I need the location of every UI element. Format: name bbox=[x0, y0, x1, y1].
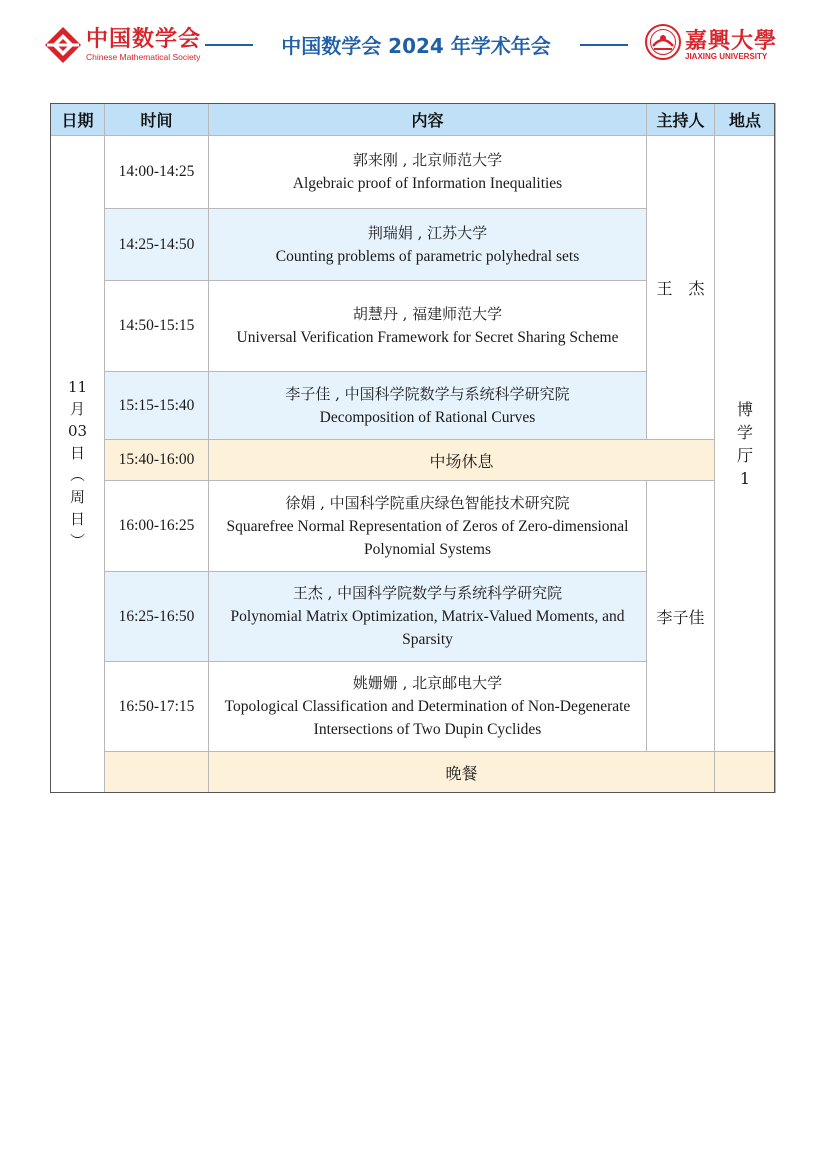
talk-speaker: 王杰 , 中国科学院数学与系统科学研究院 bbox=[292, 584, 563, 602]
dinner-label: 晚餐 bbox=[209, 752, 715, 793]
cms-emblem-icon bbox=[44, 26, 82, 64]
date-char: 03 bbox=[67, 422, 88, 440]
talk-speaker: 徐娟 , 中国科学院重庆绿色智能技术研究院 bbox=[285, 493, 570, 512]
header-time: 时间 bbox=[105, 104, 209, 136]
talk-cell bbox=[209, 281, 647, 372]
talk-title: Squarefree Normal Representation of Zeros of Zero-dimensional Polynomial Systems bbox=[226, 517, 629, 558]
date-char: 日 bbox=[69, 510, 85, 528]
talk-cell bbox=[209, 372, 647, 440]
dinner-time-empty bbox=[105, 752, 209, 793]
page-header bbox=[0, 0, 825, 80]
venue-char: 博 bbox=[736, 399, 753, 419]
talk-cell bbox=[209, 662, 647, 752]
break-row bbox=[51, 440, 776, 481]
university-name-cn: 嘉興大學 bbox=[685, 28, 778, 54]
talk-speaker: 李子佳 , 中国科学院数学与系统科学研究院 bbox=[285, 384, 570, 403]
time-cell: 16:50-17:15 bbox=[105, 662, 209, 752]
date-char: 月 bbox=[69, 400, 85, 418]
talk-cell bbox=[209, 209, 647, 281]
venue-cell bbox=[715, 136, 776, 752]
dinner-row bbox=[51, 752, 776, 793]
time-cell: 16:00-16:25 bbox=[105, 481, 209, 572]
date-char: 11 bbox=[67, 378, 88, 396]
table-header-row bbox=[51, 104, 776, 136]
date-char: 周 bbox=[69, 488, 85, 506]
schedule-table bbox=[50, 103, 776, 793]
date-cell bbox=[51, 136, 105, 793]
time-cell: 14:50-15:15 bbox=[105, 281, 209, 372]
date-char: 日 bbox=[69, 444, 85, 462]
dinner-venue-empty bbox=[715, 752, 776, 793]
university-seal-icon bbox=[645, 24, 681, 60]
host-cell: 王 杰 bbox=[647, 136, 715, 440]
talk-cell bbox=[209, 572, 647, 662]
table-row bbox=[51, 136, 776, 209]
talk-title: Decomposition of Rational Curves bbox=[319, 408, 536, 426]
header-venue: 地点 bbox=[715, 104, 776, 136]
talk-cell bbox=[209, 481, 647, 572]
cms-name-en: Chinese Mathematical Society bbox=[86, 52, 201, 62]
time-cell: 14:00-14:25 bbox=[105, 136, 209, 209]
talk-cell bbox=[209, 136, 647, 209]
host-cell: 李子佳 bbox=[647, 481, 715, 752]
break-time: 15:40-16:00 bbox=[105, 440, 209, 481]
time-cell: 16:25-16:50 bbox=[105, 572, 209, 662]
date-char: ︶ bbox=[69, 532, 85, 550]
title-rule-left bbox=[205, 44, 253, 46]
venue-char: 1 bbox=[739, 468, 751, 488]
talk-title: Universal Verification Framework for Secret Sharing Scheme bbox=[236, 329, 619, 346]
university-name-en: JIAXING UNIVERSITY bbox=[685, 52, 768, 61]
header-date: 日期 bbox=[51, 104, 105, 136]
cms-name-cn: 中国数学会 bbox=[86, 26, 202, 52]
header-content: 内容 bbox=[209, 104, 647, 136]
venue-char: 厅 bbox=[736, 445, 753, 465]
talk-title: Algebraic proof of Information Inequalities bbox=[292, 175, 563, 192]
talk-speaker: 姚姗姗 , 北京邮电大学 bbox=[352, 674, 503, 692]
title-rule-right bbox=[580, 44, 628, 46]
meeting-title: 中国数学会 2024 年学术年会 bbox=[281, 34, 551, 58]
talk-title: Counting problems of parametric polyhedral sets bbox=[275, 247, 580, 265]
date-char: ︵ bbox=[69, 466, 85, 484]
talk-speaker: 郭来刚 , 北京师范大学 bbox=[352, 151, 503, 169]
cms-logo bbox=[44, 22, 224, 66]
talk-speaker: 荆瑞娟 , 江苏大学 bbox=[367, 223, 488, 242]
table-row bbox=[51, 481, 776, 572]
talk-speaker: 胡慧丹 , 福建师范大学 bbox=[352, 305, 503, 323]
talk-title: Topological Classification and Determination of Non-Degenerate Intersections of Two Dupin Cyclides bbox=[224, 698, 631, 738]
time-cell: 14:25-14:50 bbox=[105, 209, 209, 281]
header-host: 主持人 bbox=[647, 104, 715, 136]
time-cell: 15:15-15:40 bbox=[105, 372, 209, 440]
break-label: 中场休息 bbox=[209, 440, 715, 481]
jiaxing-university-logo bbox=[645, 24, 785, 66]
venue-char: 学 bbox=[736, 422, 753, 442]
talk-title: Polynomial Matrix Optimization, Matrix-Valued Moments, and Sparsity bbox=[230, 608, 625, 648]
